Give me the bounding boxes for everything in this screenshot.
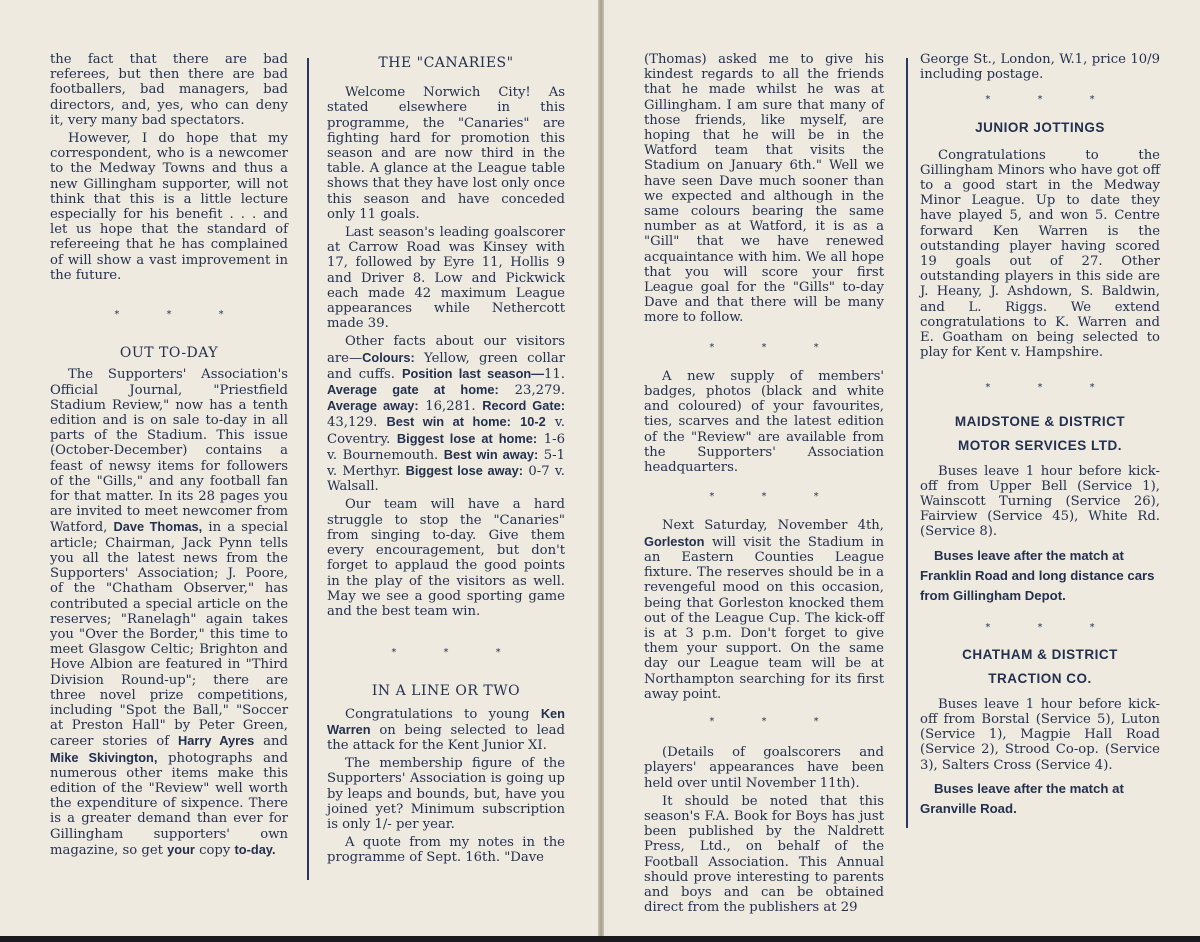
section-divider-stars: * * *: [709, 491, 841, 503]
quote-paragraph: A quote from my notes in the programme of Sept. 16th. "Dave: [327, 835, 565, 866]
maidstone-heading-line1: MAIDSTONE & DISTRICT: [954, 413, 1126, 429]
canaries-heading: THE "CANARIES": [378, 55, 514, 71]
section-divider-stars: * * *: [391, 647, 523, 659]
section-divider-stars: * * *: [985, 94, 1117, 106]
section-divider-stars: * * *: [709, 715, 841, 727]
column-rule-left: [307, 58, 309, 880]
out-today-heading: OUT TO-DAY: [119, 345, 219, 362]
section-divider-stars: * * *: [985, 382, 1117, 394]
chatham-after-match-note: Buses leave after the match at Granville Road.: [920, 780, 1124, 816]
maidstone-buses-paragraph: Buses leave 1 hour before kick-off from Upper Bell (Service 1), Wainscott Turning (Service 26), Fairview (Service 45), White Rd. (Service 8).: [920, 463, 1160, 540]
chatham-heading-line1: CHATHAM & DISTRICT: [962, 646, 1118, 662]
page-bottom-edge: [0, 936, 1200, 942]
correspondent-paragraph: However, I do hope that my correspondent, who is a newcomer to the Medway Towns and thus a new Gillingham supporter, will not think that this is a little lecture especially for his benefit . . . and let us hope that the standard of refereeing that he has complained of will show a vast improvement in the future.: [50, 131, 288, 283]
goalscorer-paragraph: Last season's leading goalscorer at Carrow Road was Kinsey with 17, followed by Eyre 11, Hollis 9 and Driver 8. Low and Pickwick each made 42 maximum League appearances while Nethercott made 39.: [327, 225, 565, 332]
badges-paragraph: A new supply of members' badges, photos (black and white and coloured) of your favourites, ties, scarves and the latest edition of the "Review" are available from the Supporters' Association headquarters.: [644, 368, 884, 476]
bad-referees-paragraph: the fact that there are bad referees, but then there are bad footballers, bad managers, bad directors, and, yes, who can deny it, very many bad spectators.: [50, 52, 288, 128]
maidstone-heading-line2: MOTOR SERVICES LTD.: [957, 437, 1123, 453]
column-2: [327, 52, 565, 866]
maidstone-after-match-note: Buses leave after the match at Franklin Road and long distance cars from Gillingham Depot.: [920, 547, 1155, 603]
chatham-buses-paragraph: Buses leave 1 hour before kick-off from Borstal (Service 5), Luton (Service 1), Magpie Hall Road (Service 2), Strood Co-op. (Service 3), Salters Cross (Service 4).: [920, 696, 1160, 773]
welcome-paragraph: Welcome Norwich City! As stated elsewhere in this programme, the "Canaries" are fighting hard for promotion this season and are now third in the table. A glance at the League table shows that they have lost only once this season and have conceded only 11 goals.: [327, 85, 565, 222]
section-divider-stars: * * *: [985, 621, 1117, 633]
hard-struggle-paragraph: Our team will have a hard struggle to stop the "Canaries" from singing to-day. Give them every encouragement, but don't forget to applaud the good points in the play of the visitors as well. May we see a good sporting game and the best team win.: [327, 497, 565, 619]
ken-warren-paragraph: Congratulations to young Ken Warren on being selected to lead the attack for the Kent Junior XI.: [327, 705, 565, 753]
junior-jottings-paragraph: Congratulations to the Gillingham Minors who have got off to a good start in the Medway Minor League. Up to date they have played 5, and won 5. Centre forward Ken Warren is the outstanding player having scored 19 goals out of 27. Other outstanding players in this side are J. Heany, J. Ashdown, S. Baldwin, and L. Riggs. We extend congratulations to K. Warren and E. Goatham on being selected to play for Kent v. Hampshire.: [920, 147, 1160, 361]
column-rule-right: [906, 58, 908, 828]
visitor-facts-paragraph: Other facts about our visitors are—Colours: Yellow, green collar and cuffs. Position last season—11. Average gate at home: 23,279. Average away: 16,281. Record Gate: 43,129. Best win at home: 10-2 v. Coventry. Biggest lose at home: 1-6 v. Bournemouth. Best win away: 5-1 v. Merthyr. Biggest lose away: 0-7 v. Walsall.: [327, 334, 566, 495]
chatham-heading-line2: TRACTION CO.: [988, 670, 1092, 686]
address-paragraph: George St., London, W.1, price 10/9 including postage.: [920, 52, 1160, 83]
section-divider-stars: * * *: [709, 341, 841, 353]
details-paragraph: (Details of goalscorers and players' appearances have been held over until November 11th).: [644, 745, 884, 791]
membership-paragraph: The membership figure of the Supporters' Association is going up by leaps and bounds, but, have you joined yet? Minimum subscription is only 1/- per year.: [327, 756, 565, 832]
dave-thomas-paragraph: (Thomas) asked me to give his kindest regards to all the friends that he made whilst he was at Gillingham. I am sure that many of those friends, like myself, are hoping that he will be in the Watford team that visits the Stadium on January 6th." Well we have seen Dave much sooner than we expected and although in the same colours bearing the same number as at Watford, it is as a "Gill" that we have renewed acquaintance with him. We all hope that you will score your first League goal for the "Gills" to-day Dave and that there will be many more to follow.: [644, 52, 884, 326]
gorleston-paragraph: Next Saturday, November 4th, Gorleston will visit the Stadium in an Eastern Counties League fixture. The reserves should be in a revengeful mood on this occasion, being that Gorleston knocked them out of the League Cup. The kick-off is at 3 p.m. Don't forget to give them your support. On the same day our League team will be at Northampton searching for its first away point.: [644, 518, 884, 702]
fa-book-paragraph: It should be noted that this season's F.A. Book for Boys has just been published by the Naldrett Press, Ltd., on behalf of the Football Association. This Annual should prove interesting to parents and boys and can be obtained direct from the publishers at 29: [644, 793, 884, 916]
column-4: [920, 52, 1160, 819]
column-3: [644, 52, 884, 915]
review-paragraph: The Supporters' Association's Official Journal, "Priestfield Stadium Review," now has a tenth edition and is on sale to-day in all parts of the Stadium. This issue (October-December) contains a feast of newsy items for followers of the "Gills," and any football fan for that matter. In its 28 pages you are invited to meet newcomer from Watford, Dave Thomas, in a special article; Chairman, Jack Pynn tells you all the latest news from the Supporters' Association; J. Poore, of the "Chatham Observer," has contributed a special article on the reserves; "Ranelagh" again takes you "Over the Border," this time to meet Glasgow Celtic; Brighton and Hove Albion are featured in "Third Division Round-up"; there are three novel prize competitions, including "Spot the Ball," "Soccer at Preston Hall" by Peter Green, career stories of Harry Ayres and Mike Skivington, photographs and numerous other items make this edition of the "Review" well worth the expenditure of sixpence. There is a greater demand than ever for Gillingham supporters' own magazine, so get your copy to-day.: [50, 367, 288, 858]
column-1: [50, 52, 288, 858]
junior-jottings-heading: JUNIOR JOTTINGS: [975, 119, 1105, 135]
section-divider-stars: * * *: [114, 309, 246, 321]
in-a-line-heading: IN A LINE OR TWO: [371, 683, 521, 700]
